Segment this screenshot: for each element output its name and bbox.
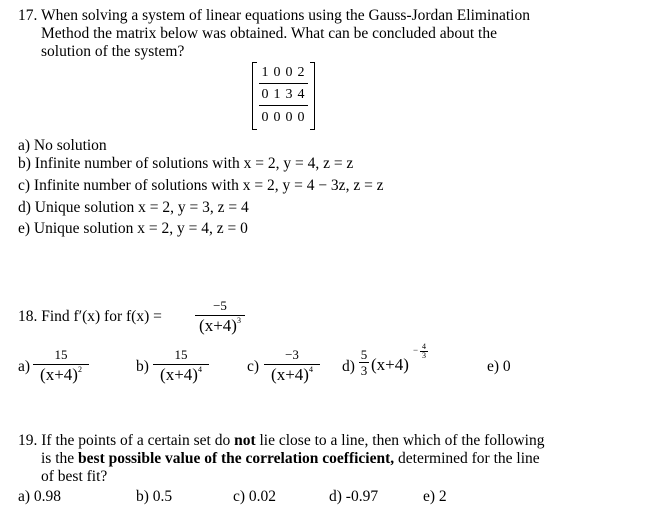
q18-option-b-label: b) <box>136 358 149 375</box>
exponent-numerator: 4 <box>422 342 426 351</box>
q18-option-b-fraction <box>153 346 209 386</box>
fraction-denominator: 3 <box>360 363 368 378</box>
q19-option-e: e) 2 <box>423 488 447 505</box>
exponent: 4 <box>197 365 202 374</box>
fraction-denominator: (x+4) <box>199 316 237 335</box>
q19-text: lie close to a line, then which of the following <box>255 432 545 449</box>
matrix-right-bracket <box>310 62 315 130</box>
matrix-row-1 <box>259 64 308 81</box>
q17-line2: Method the matrix below was obtained. What can be concluded about the <box>41 25 497 42</box>
q19-text: determined for the line <box>394 450 540 467</box>
exponent: 4 <box>308 365 313 374</box>
exponent-denominator: 3 <box>422 351 426 360</box>
q18-prompt: 18. Find f′(x) for f(x) = <box>18 308 162 325</box>
q19-option-c: c) 0.02 <box>233 488 277 505</box>
matrix-cell: 1 <box>261 65 269 80</box>
q17-line3: solution of the system? <box>41 43 185 60</box>
q17-option-b: b) Infinite number of solutions with x = 2, y = 4, z = z <box>18 155 354 172</box>
matrix-cell: 0 <box>273 110 281 125</box>
q18-option-d-label: d) <box>342 358 355 375</box>
q18-option-d-exponent <box>420 343 428 360</box>
q19-text: 19. If the points of a certain set do <box>18 432 235 449</box>
q19-option-b: b) 0.5 <box>136 488 173 505</box>
fraction-numerator: 15 <box>174 347 188 362</box>
fraction-denominator: (x+4) <box>160 365 198 384</box>
augmented-matrix <box>252 62 315 130</box>
q18-option-a-fraction <box>33 346 89 386</box>
matrix-cell: 4 <box>297 87 305 102</box>
q17-option-d: d) Unique solution x = 2, y = 3, z = 4 <box>18 199 249 216</box>
q19-option-d: d) -0.97 <box>329 488 379 505</box>
q18-option-d-coefficient <box>359 348 369 377</box>
fraction-numerator: −3 <box>285 347 299 362</box>
fraction-denominator: (x+4) <box>40 365 78 384</box>
matrix-cell: 0 <box>285 110 293 125</box>
fraction-numerator: 15 <box>54 347 68 362</box>
matrix-cell: 1 <box>273 87 281 102</box>
q18-function-fraction <box>195 297 245 337</box>
matrix-row-divider <box>259 83 308 84</box>
q17-option-a: a) No solution <box>18 137 107 154</box>
fraction-numerator: 5 <box>360 347 368 362</box>
q17-option-c: c) Infinite number of solutions with x = 2, y = 4 − 3z, z = z <box>18 177 384 194</box>
q17-option-e: e) Unique solution x = 2, y = 4, z = 0 <box>18 220 248 237</box>
q19-line3: of best fit? <box>41 468 108 485</box>
fraction-denominator: (x+4) <box>271 365 309 384</box>
matrix-cell: 0 <box>273 65 281 80</box>
q19-emphasis: not <box>234 432 256 449</box>
q18-option-c-fraction <box>264 346 320 386</box>
exponent: 2 <box>77 365 82 374</box>
matrix-cell: 0 <box>261 110 269 125</box>
q19-emphasis: best possible value of the correlation coefficient, <box>78 450 395 467</box>
q19-line1 <box>18 432 544 450</box>
matrix-cell: 0 <box>285 65 293 80</box>
q18-option-e: e) 0 <box>487 358 511 375</box>
fraction-numerator: −5 <box>213 298 227 313</box>
matrix-cell: 2 <box>297 65 305 80</box>
q18-option-d-exponent-sign: − <box>413 345 419 355</box>
q18-option-a-label: a) <box>18 358 31 375</box>
matrix-row-divider <box>259 105 308 106</box>
q17-line1: 17. When solving a system of linear equations using the Gauss-Jordan Elimination <box>18 7 530 24</box>
matrix-cell: 0 <box>297 110 305 125</box>
exponent: 3 <box>236 316 241 325</box>
matrix-row-3 <box>259 109 308 126</box>
matrix-cell: 0 <box>261 87 269 102</box>
q18-option-c-label: c) <box>247 358 260 375</box>
matrix-cell: 3 <box>285 87 293 102</box>
matrix-left-bracket <box>252 62 257 130</box>
matrix-row-2 <box>259 86 308 103</box>
q19-option-a: a) 0.98 <box>18 488 62 505</box>
q18-option-d-base: (x+4) <box>371 355 409 374</box>
q19-line2 <box>41 450 540 468</box>
q19-text: is the <box>41 450 79 467</box>
